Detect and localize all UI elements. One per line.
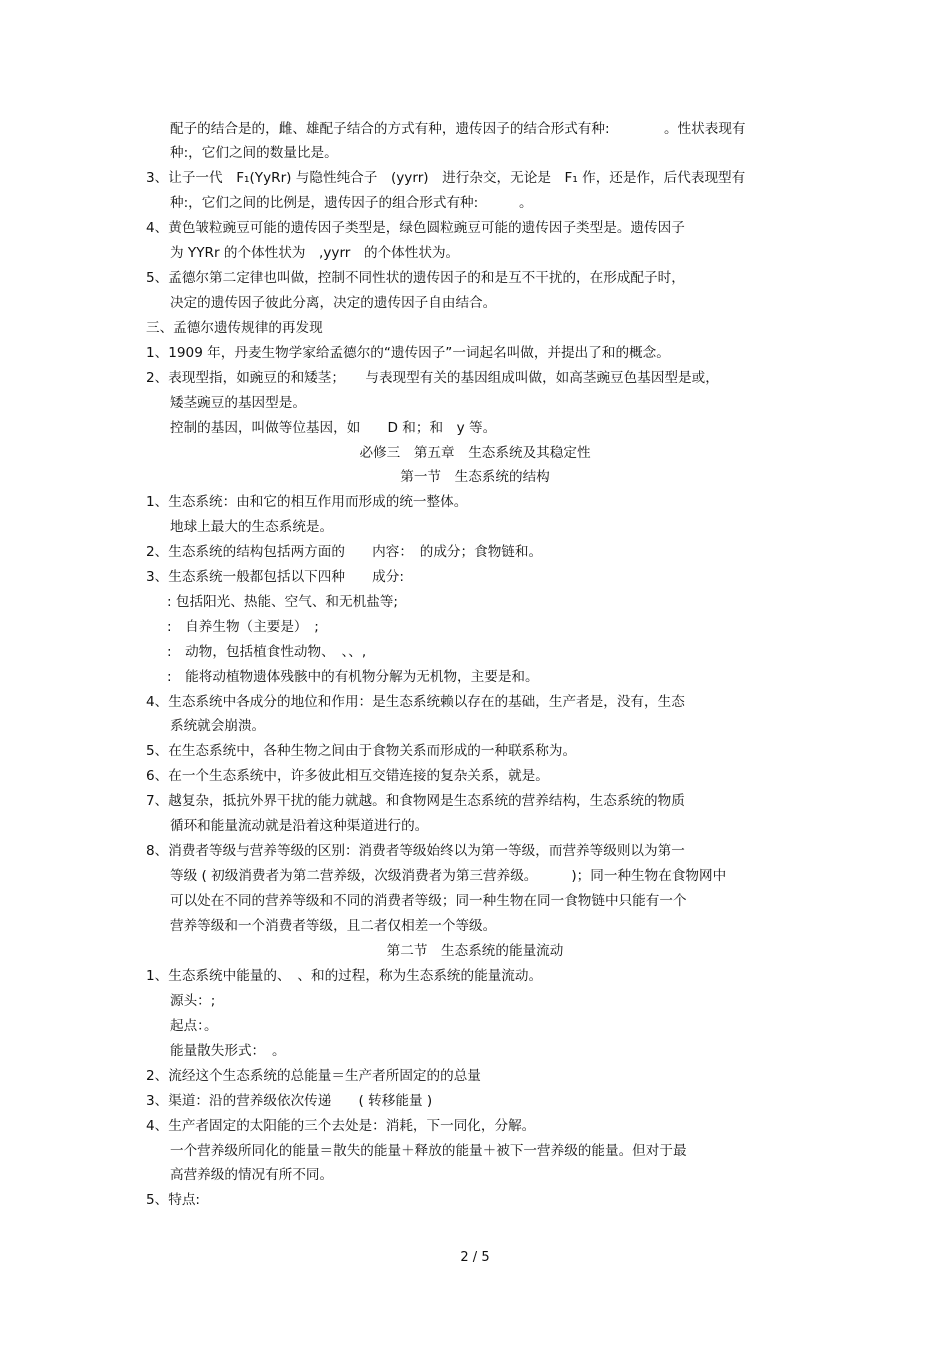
text-line: 3、让子一代 F₁(YyRr) 与隐性纯合子 (yyrr) 进行杂交，无论是 F₁ 作，还是作，后代表现型有 — [146, 170, 746, 186]
text-line: 1、1909 年，丹麦生物学家给孟德尔的“遗传因子”一词起名叫做，并提出了和的概念。 — [146, 345, 670, 361]
text-line: 种:，它们之间的数量比是。 — [170, 145, 338, 161]
section-heading: 三、孟德尔遗传规律的再发现 — [146, 320, 323, 336]
text-line: 循环和能量流动就是沿着这种渠道进行的。 — [170, 818, 429, 834]
text-line: 2、流经这个生态系统的总能量＝生产者所固定的的总量 — [146, 1068, 481, 1084]
text-line: 为 YYRr 的个体性状为 ,yyrr 的个体性状为。 — [170, 245, 460, 261]
section-title: 第二节 生态系统的能量流动 — [386, 943, 564, 959]
text-line: 矮茎豌豆的基因型是。 — [170, 395, 306, 411]
text-line: 5、特点: — [146, 1192, 201, 1208]
text-line: 4、生产者固定的太阳能的三个去处是：消耗，下一同化，分解。 — [146, 1118, 536, 1134]
text-line: 4、黄色皱粒豌豆可能的遗传因子类型是，绿色圆粒豌豆可能的遗传因子类型是。遗传因子 — [146, 220, 685, 236]
text-line: : 自养生物（主要是） ; — [167, 619, 319, 635]
text-line: 控制的基因，叫做等位基因，如 D 和；和 y 等。 — [170, 420, 497, 436]
text-line: 等级 ( 初级消费者为第二营养级，次级消费者为第三营养级。 )；同一种生物在食物网中 — [170, 868, 727, 884]
text-line: 高营养级的情况有所不同。 — [170, 1167, 334, 1183]
page-number: 2 / 5 — [460, 1250, 490, 1265]
text-line: 2、生态系统的结构包括两方面的 内容： 的成分；食物链和。 — [146, 544, 543, 560]
text-line: 5、孟德尔第二定律也叫做，控制不同性状的遗传因子的和是互不干扰的，在形成配子时， — [146, 270, 685, 286]
chapter-title: 必修三 第五章 生态系统及其稳定性 — [359, 445, 591, 461]
text-line: 4、生态系统中各成分的地位和作用：是生态系统赖以存在的基础，生产者是，没有，生态 — [146, 694, 685, 710]
text-line: 源头：; — [170, 993, 216, 1009]
text-line: 可以处在不同的营养等级和不同的消费者等级；同一种生物在同一食物链中只能有一个 — [170, 893, 687, 909]
text-line: 能量散失形式： 。 — [170, 1043, 286, 1059]
text-line: 5、在生态系统中，各种生物之间由于食物关系而形成的一种联系称为。 — [146, 743, 577, 759]
text-line: : 能将动植物遗体残骸中的有机物分解为无机物，主要是和。 — [167, 669, 539, 685]
section-title: 第一节 生态系统的结构 — [400, 469, 550, 485]
text-line: 6、在一个生态系统中，许多彼此相互交错连接的复杂关系，就是。 — [146, 768, 549, 784]
text-line: 3、渠道：沿的营养级依次传递 ( 转移能量 ) — [146, 1093, 433, 1109]
text-line: 配子的结合是的，雌、雄配子结合的方式有种，遗传因子的结合形式有种: 。性状表现有 — [170, 121, 746, 137]
text-line: 1、生态系统：由和它的相互作用而形成的统一整体。 — [146, 494, 468, 510]
text-line: 1、生态系统中能量的、 、和的过程，称为生态系统的能量流动。 — [146, 968, 543, 984]
text-line: : 包括阳光、热能、空气、和无机盐等; — [167, 594, 398, 610]
text-line: 一个营养级所同化的能量＝散失的能量＋释放的能量＋被下一营养级的能量。但对于最 — [170, 1143, 687, 1159]
text-line: 起点：。 — [170, 1018, 218, 1034]
text-line: 系统就会崩溃。 — [170, 718, 266, 734]
text-line: : 动物，包括植食性动物、 、、, — [167, 644, 367, 660]
text-line: 地球上最大的生态系统是。 — [170, 519, 334, 535]
text-line: 3、生态系统一般都包括以下四种 成分: — [146, 569, 404, 585]
text-line: 营养等级和一个消费者等级，且二者仅相差一个等级。 — [170, 918, 497, 934]
text-line: 2、表现型指，如豌豆的和矮茎； 与表现型有关的基因组成叫做，如高茎豌豆色基因型是或， — [146, 370, 719, 386]
text-line: 8、消费者等级与营养等级的区别：消费者等级始终以为第一等级，而营养等级则以为第一 — [146, 843, 685, 859]
text-line: 7、越复杂，抵抗外界干扰的能力就越。和食物网是生态系统的营养结构，生态系统的物质 — [146, 793, 685, 809]
text-line: 决定的遗传因子彼此分离，决定的遗传因子自由结合。 — [170, 295, 497, 311]
text-line: 种:，它们之间的比例是，遗传因子的组合形式有种: 。 — [170, 195, 533, 211]
